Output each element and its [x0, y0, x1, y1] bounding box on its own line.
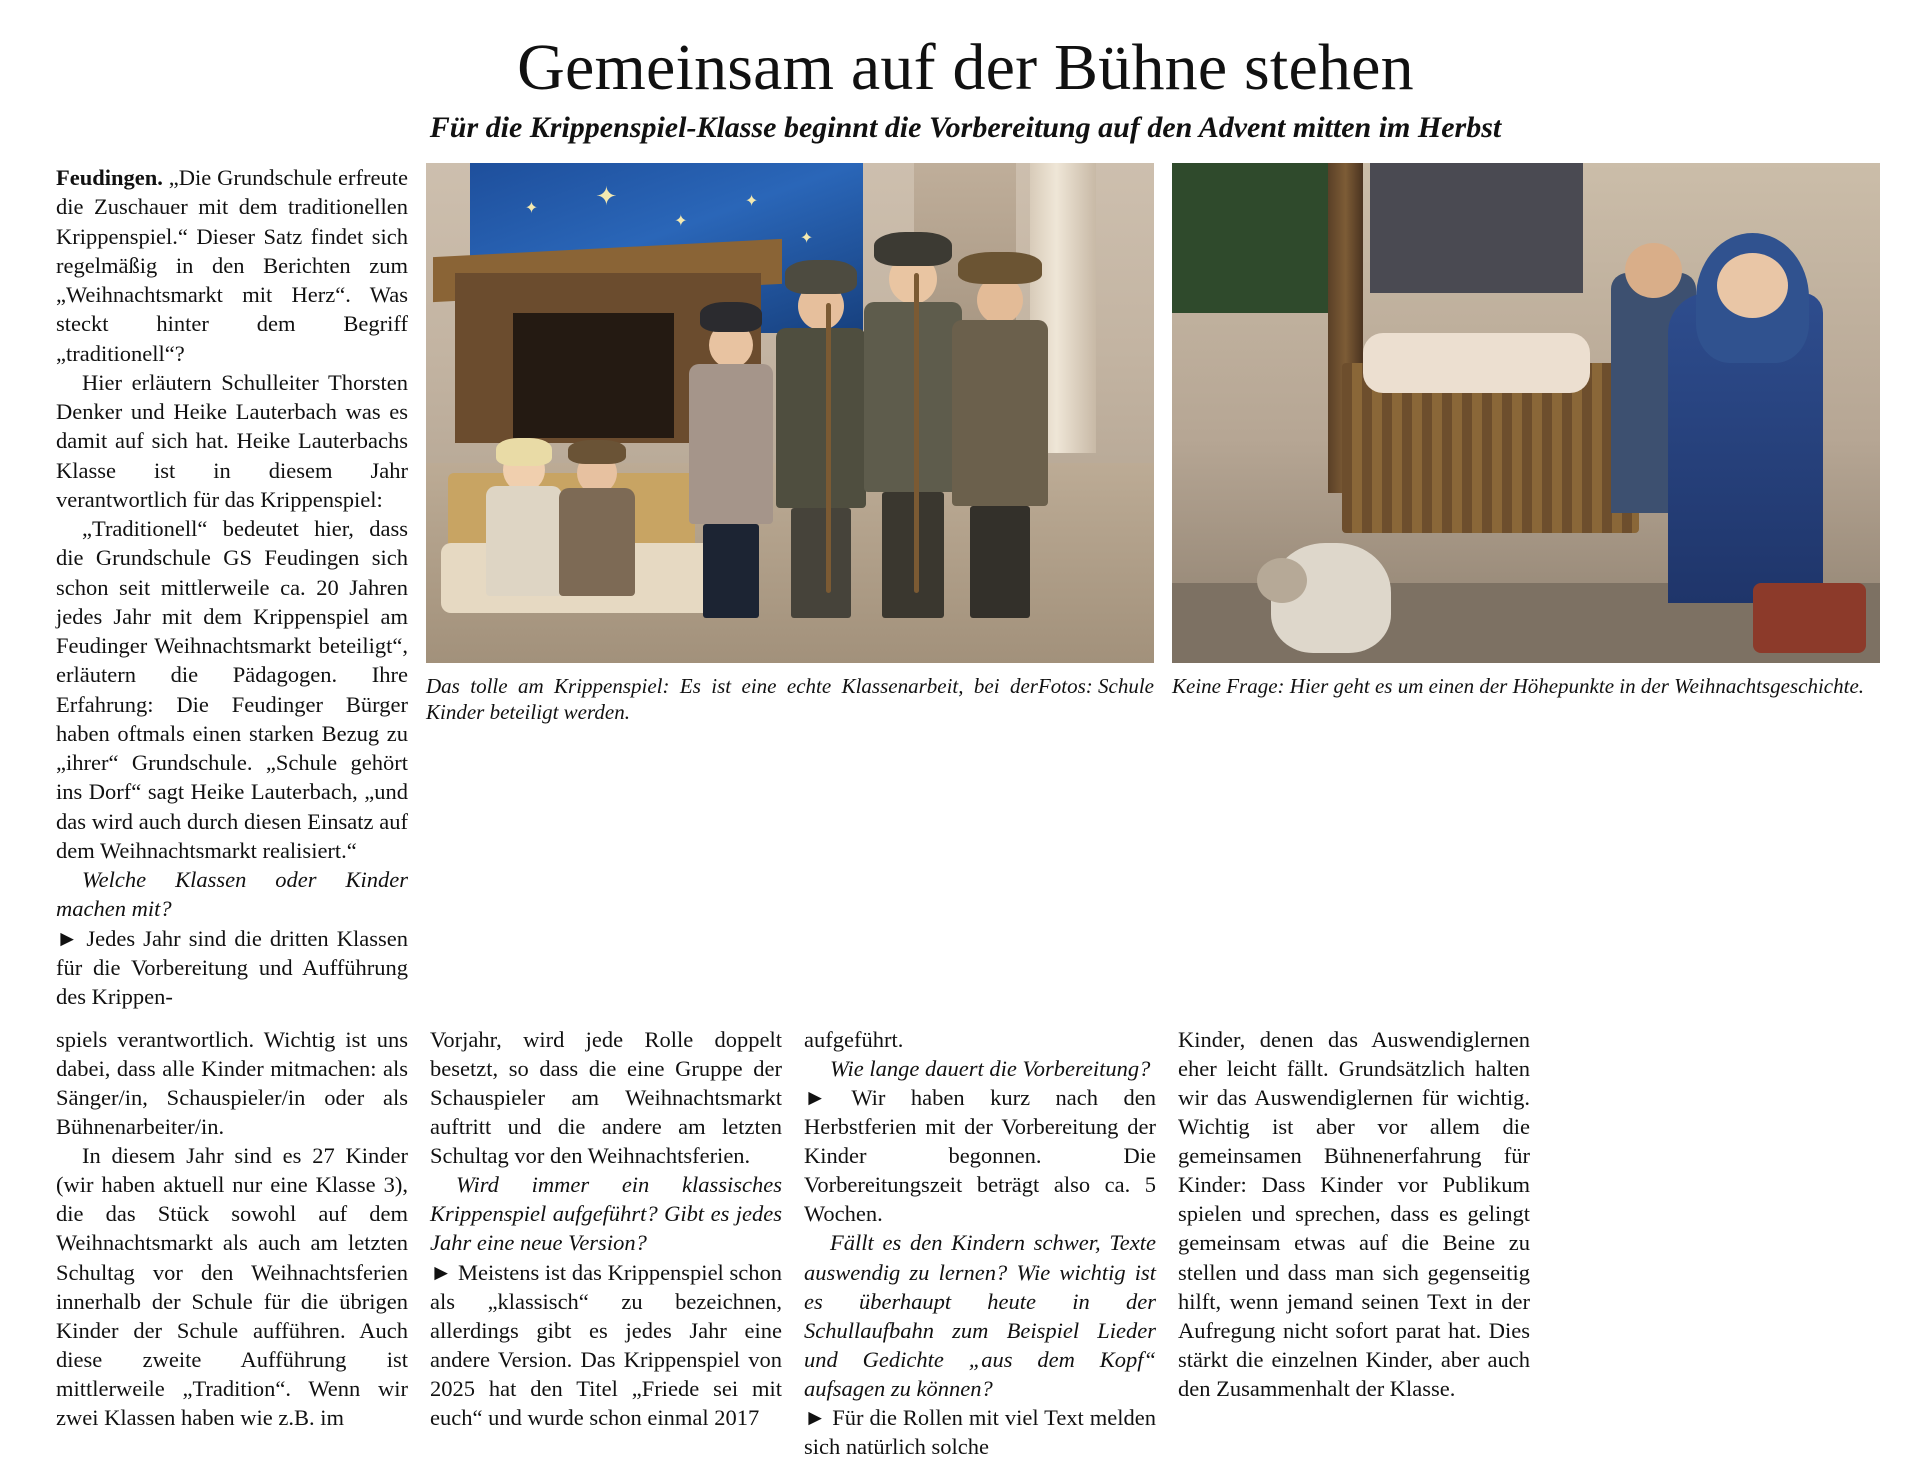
child-coat	[689, 364, 773, 524]
body-column-4	[1178, 1025, 1530, 1460]
photo-left-caption-text: Das tolle am Krippenspiel: Es ist eine echte Klassenarbeit, bei der Kinder beteiligt werden.	[426, 674, 1038, 725]
lead-question-1: Welche Klassen oder Kinder machen mit?	[56, 867, 408, 922]
dateline: Feudingen.	[56, 165, 163, 191]
photo-block-right	[1172, 163, 1880, 699]
lead-paragraph-3: „Traditionell“ bedeutet hier, dass die Grundschule GS Feudingen sich schon seit mittlerweile ca. 20 Jahren jedes Jahr mit dem Krippenspiel am Feudinger Weihnachtsmarkt beteiligt“, erläutern die Pädagogen. Ihre Erfahrung: Die Feudinger Bürger haben oftmals einen starken Bezug zu „ihrer“ Grundschule. „Schule gehört ins Dorf“ sagt Heike Lauterbach, „und das wird auch durch diesen Einsatz auf dem Weihnachtsmarkt realisiert.“	[56, 516, 408, 863]
baby-doll	[1363, 333, 1590, 393]
body-column-2	[430, 1025, 782, 1460]
child-legs	[791, 508, 851, 618]
photo-credit: Fotos: Schule	[1037, 674, 1154, 699]
child-hat	[568, 440, 626, 464]
photo-left-caption	[426, 673, 1154, 726]
child-legs	[882, 492, 944, 618]
col2-paragraph-1: Vorjahr, wird jede Rolle doppelt besetzt, so dass die eine Gruppe der Schauspieler am Weihnachtsmarkt auftritt und die andere am letzten Schultag vor den Weihnachtsferien.	[430, 1027, 782, 1169]
body-column-1	[56, 1025, 408, 1460]
child-actor	[688, 288, 774, 618]
body-column-3	[804, 1025, 1156, 1460]
garland-greenery	[1172, 163, 1342, 313]
col3-question-1: Wie lange dauert die Vorbereitung?	[830, 1056, 1151, 1082]
col4-paragraph-1: Kinder, denen das Auswendiglernen eher leicht fällt. Grundsätzlich halten wir das Auswendiglernen für wichtig. Wichtig ist aber vor allem die gemeinsamen Bühnenerfahrung für Kinder: Dass Kinder vor Publikum spielen und sprechen, dass es gelingt gemeinsam etwas auf die Beine zu stellen und dass man sich gegenseitig hilft, wenn jemand seinen Text in der Aufregung nicht sofort parat hat. Dies stärkt die einzelnen Kinder, aber auch den Zusammenhalt der Klasse.	[1178, 1027, 1530, 1401]
page-title: Gemeinsam auf der Bühne stehen	[517, 31, 1414, 104]
col3-answer-2: ► Für die Rollen mit viel Text melden sich natürlich solche	[804, 1404, 1156, 1459]
shepherd-staff	[826, 303, 831, 593]
red-cloth-prop	[1753, 583, 1866, 653]
col3-answer-1: ► Wir haben kurz nach den Herbstferien mit der Vorbereitung der Kinder begonnen. Die Vorbereitungszeit beträgt also ca. 5 Wochen.	[804, 1085, 1156, 1227]
child-head	[1717, 253, 1788, 318]
child-actor	[863, 232, 963, 618]
child-robe	[486, 486, 562, 596]
stable-opening	[513, 313, 673, 438]
child-actor	[484, 438, 564, 618]
krippenspiel-krippe-photo	[1172, 163, 1880, 663]
child-head	[1625, 243, 1682, 298]
child-coat	[952, 320, 1048, 506]
child-actor	[557, 438, 637, 618]
krippenspiel-hirten-photo	[426, 163, 1154, 663]
child-actor	[775, 256, 867, 618]
child-hair	[496, 438, 552, 466]
photo-right-scene	[1172, 163, 1880, 663]
star-icon: ✦	[595, 181, 618, 211]
child-coat	[776, 328, 866, 508]
star-icon: ✦	[799, 230, 814, 248]
col2-question-1: Wird immer ein klassisches Krippenspiel aufgeführt? Gibt es jedes Jahr eine neue Version?	[430, 1172, 782, 1256]
article-subheadline: Für die Krippenspiel-Klasse beginnt die Vorbereitung auf den Advent mitten im Herbst	[429, 110, 1502, 144]
photo-left-scene	[426, 163, 1154, 663]
child-robe	[559, 488, 635, 596]
col1-paragraph-2: In diesem Jahr sind es 27 Kinder (wir haben aktuell nur eine Klasse 3), die das Stück sowohl auf dem Weihnachtsmarkt als auch am letzten Schultag vor den Weihnachtsferien innerhalb der Schule für die übrigen Kinder der Schule aufführen. Auch diese zweite Aufführung ist mittlerweile „Tradition“. Wenn wir zwei Klassen haben wie z.B. im	[56, 1143, 408, 1430]
photo-right-caption: Keine Frage: Hier geht es um einen der Höhepunkte in der Weihnachtsgeschichte.	[1172, 674, 1865, 699]
star-icon: ✦	[674, 213, 688, 231]
lead-column	[56, 163, 408, 1011]
photo-block-left	[426, 163, 1154, 726]
col1-paragraph-1: spiels verantwortlich. Wichtig ist uns dabei, dass alle Kinder mitmachen: als Sänger/in, Schauspieler/in oder als Bühnenarbeiter/in.	[56, 1027, 408, 1140]
child-hat	[958, 252, 1042, 284]
lead-paragraph-1	[56, 163, 408, 368]
dark-backdrop-cloth	[1370, 163, 1582, 293]
star-icon: ✦	[524, 199, 539, 217]
child-hat	[785, 260, 857, 294]
child-coat	[864, 302, 962, 492]
child-legs	[970, 506, 1030, 618]
col3-question-2: Fällt es den Kindern schwer, Texte auswendig zu lernen? Wie wichtig ist es überhaupt heute in der Schullaufbahn zum Beispiel Lieder und Gedichte „aus dem Kopf“ aufsagen zu können?	[804, 1230, 1156, 1401]
star-icon: ✦	[744, 192, 759, 210]
child-hat	[700, 302, 762, 332]
col3-paragraph-1: aufgeführt.	[804, 1027, 904, 1053]
lead-paragraph-2: Hier erläutern Schulleiter Thorsten Denker und Heike Lauterbach was es damit auf sich hat. Heike Lauterbachs Klasse ist in diesem Jahr verantwortlich für das Krippenspiel:	[56, 369, 408, 512]
child-actor	[950, 246, 1050, 618]
lead-answer-1: ► Jedes Jahr sind die dritten Klassen für die Vorbereitung und Aufführung des Krippen-	[56, 925, 408, 1010]
col2-answer-1: ► Meistens ist das Krippenspiel schon als „klassisch“ zu bezeichnen, allerdings gibt es jedes Jahr eine andere Version. Das Krippenspiel von 2025 hat den Titel „Friede sei mit euch“ und wurde schon einmal 2017	[430, 1259, 782, 1430]
sheep-head	[1257, 558, 1307, 603]
child-legs	[703, 524, 759, 618]
child-hat	[874, 232, 952, 266]
body-columns	[56, 1025, 1875, 1460]
top-zone	[56, 163, 1875, 1011]
lead-paragraph-1-text: „Die Grundschule erfreute die Zuschauer mit dem traditionellen Krippenspiel.“ Dieser Satz findet sich regelmäßig in den Berichten zum „Weihnachtsmarkt mit Herz“. Was steckt hinter dem Begriff „traditionell“?	[56, 165, 408, 366]
shepherd-staff	[914, 273, 919, 593]
